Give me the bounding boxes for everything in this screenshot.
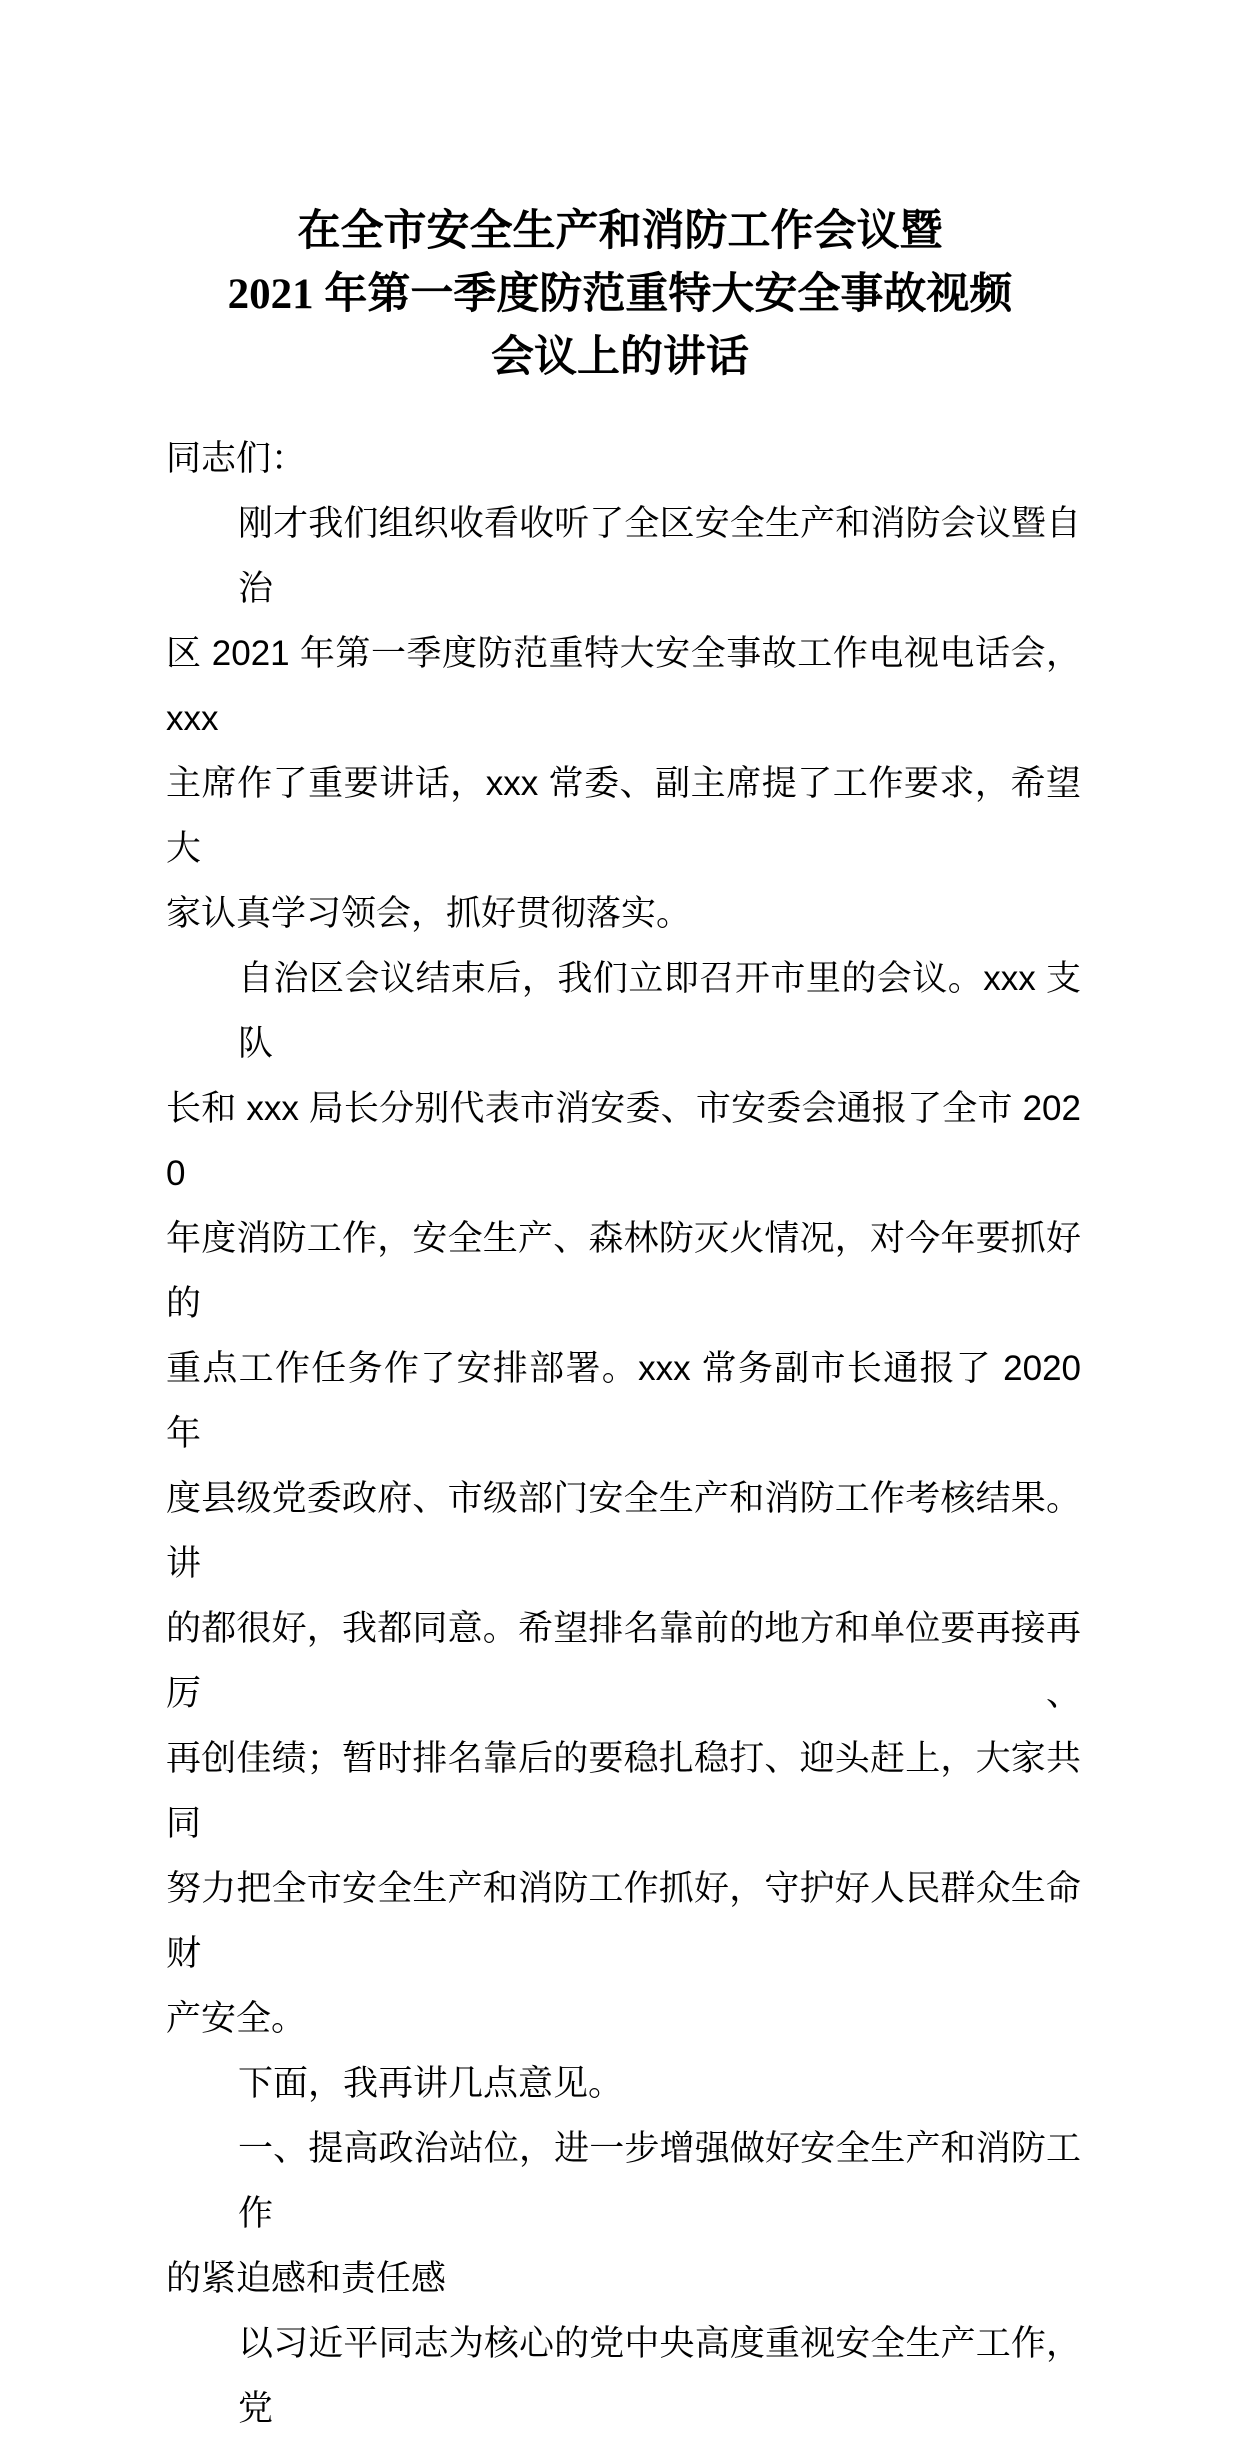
text-line: 长和 xxx 局长分别代表市消安委、市安委会通报了全市 2020: [166, 1089, 1081, 1193]
text-line: 的紧迫感和责任感: [166, 2259, 447, 2298]
text-line: 家认真学习领会，抓好贯彻落实。: [166, 894, 692, 933]
text-line: 重点工作任务作了安排部署。xxx 常务副市长通报了 2020 年: [166, 1349, 1081, 1453]
paragraph: [166, 491, 1081, 946]
paragraph: [166, 946, 1081, 2051]
text-line: 自治区会议结束后，我们立即召开市里的会议。xxx 支队: [238, 959, 1081, 1063]
document-body: [166, 426, 1081, 2441]
text-line: 年度消防工作，安全生产、森林防灭火情况，对今年要抓好的: [166, 1219, 1081, 1323]
paragraph: [166, 2311, 1081, 2441]
paragraph: [166, 426, 1081, 491]
text-line: 一、提高政治站位，进一步增强做好安全生产和消防工作: [238, 2129, 1081, 2233]
text-line: 区 2021 年第一季度防范重特大安全事故工作电视电话会，xxx: [166, 634, 1081, 738]
text-line: 再创佳绩；暂时排名靠后的要稳扎稳打、迎头赶上，大家共同: [166, 1739, 1081, 1843]
text-line: 刚才我们组织收看收听了全区安全生产和消防会议暨自治: [238, 504, 1081, 608]
text-line: 努力把全市安全生产和消防工作抓好，守护好人民群众生命财: [166, 1869, 1081, 1973]
text-line: 的都很好，我都同意。希望排名靠前的地方和单位要再接再厉、: [166, 1609, 1081, 1713]
title-line: 会议上的讲话: [491, 334, 749, 381]
title-line: 在全市安全生产和消防工作会议暨: [297, 208, 943, 255]
text-line: 以习近平同志为核心的党中央高度重视安全生产工作，党: [238, 2324, 1081, 2428]
text-line: 同志们：: [166, 439, 307, 478]
text-line: 产安全。: [166, 1999, 307, 2038]
text-line: 下面，我再讲几点意见。: [238, 2064, 624, 2103]
document-title: [0, 200, 1240, 389]
paragraph: [166, 2051, 1081, 2116]
text-line: 主席作了重要讲话，xxx 常委、副主席提了工作要求，希望大: [166, 764, 1081, 868]
paragraph: [166, 2116, 1081, 2311]
title-line: 2021 年第一季度防范重特大安全事故视频: [227, 271, 1013, 318]
text-line: 度县级党委政府、市级部门安全生产和消防工作考核结果。讲: [166, 1479, 1081, 1583]
